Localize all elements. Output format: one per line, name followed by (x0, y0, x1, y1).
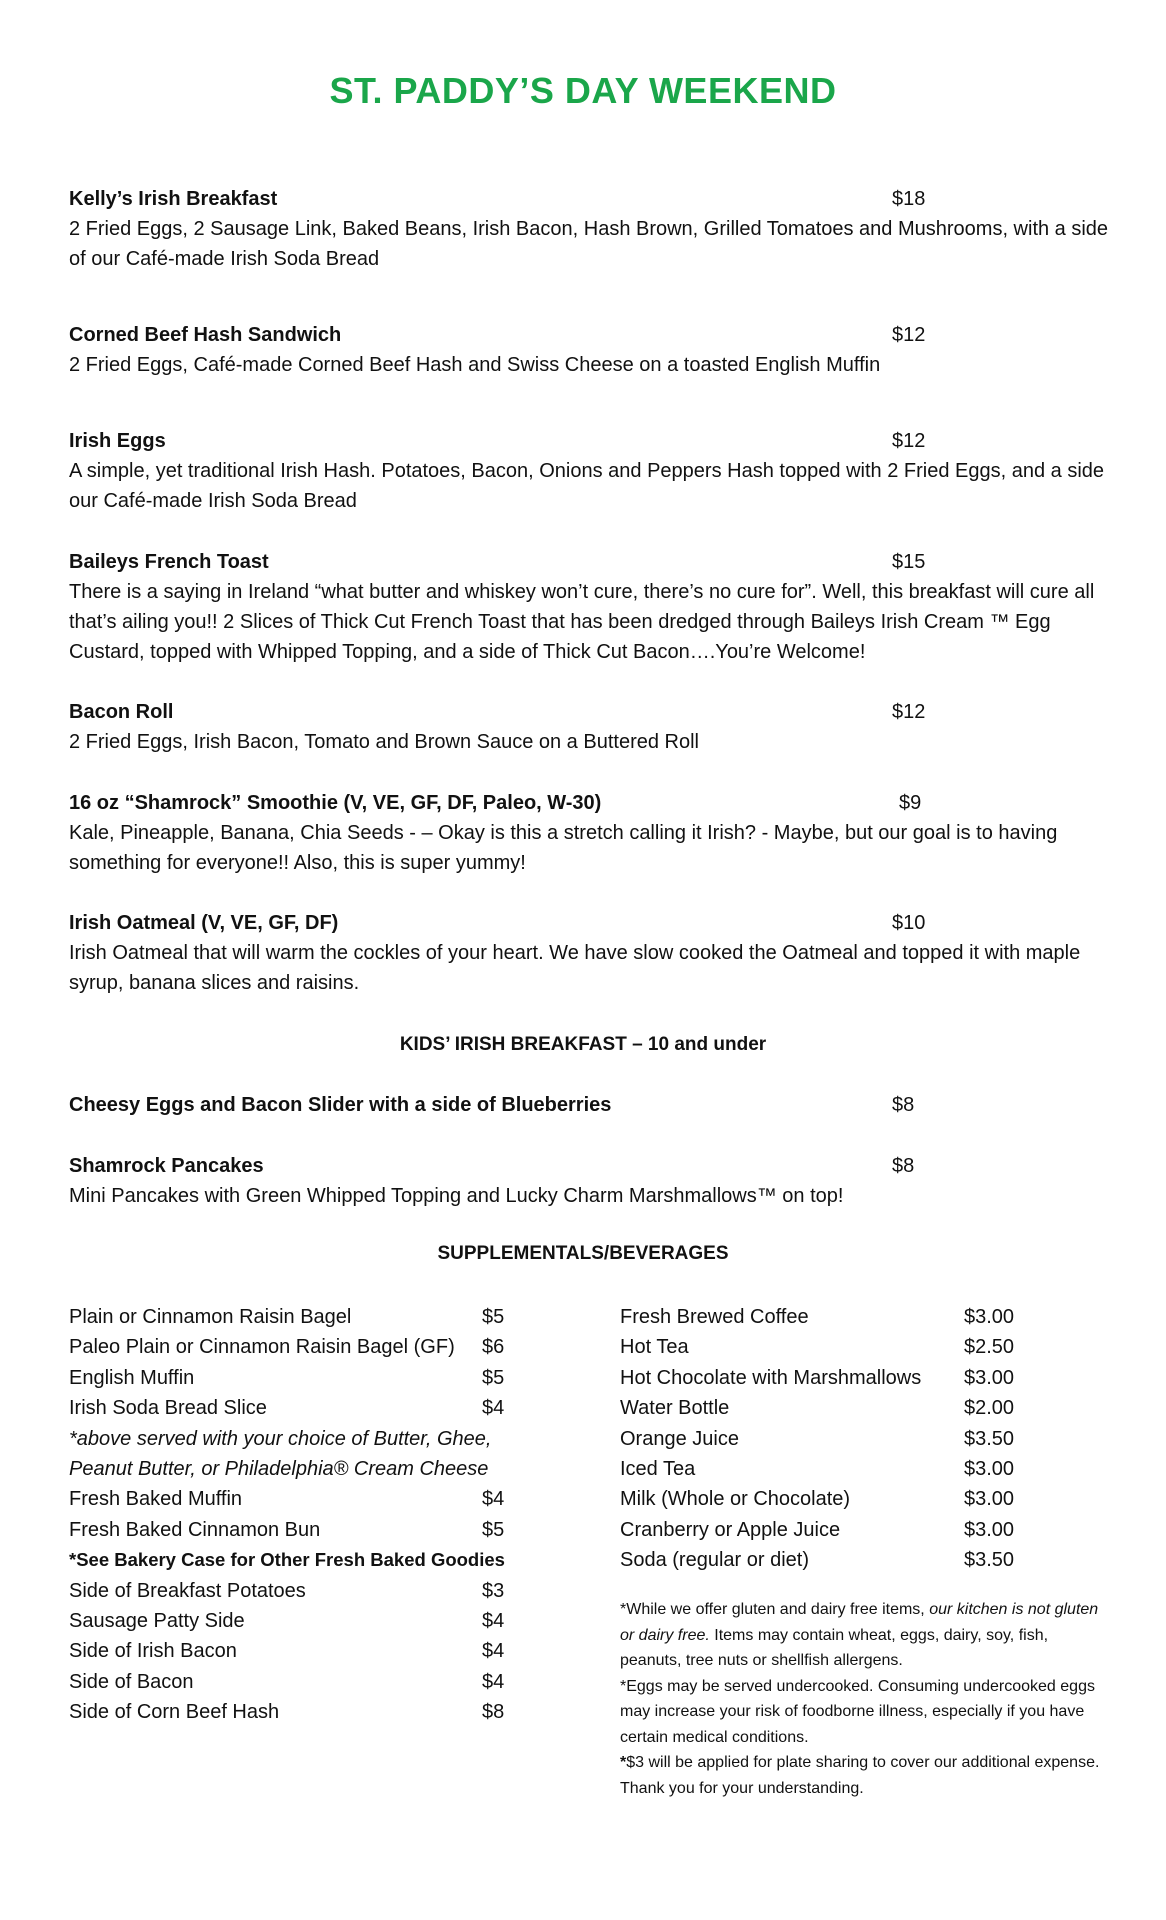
item-price: $6 (482, 1336, 505, 1359)
item-name: Cheesy Eggs and Bacon Slider with a side of Blueberries (69, 1094, 612, 1116)
item-price: $15 (892, 551, 926, 573)
list-item (69, 1484, 529, 1514)
menu-item (69, 426, 1109, 516)
list-item (69, 1332, 529, 1362)
item-price: $18 (892, 188, 926, 210)
item-label: Orange Juice (620, 1427, 739, 1450)
item-price: $8 (892, 1155, 915, 1177)
item-price: $4 (482, 1397, 505, 1420)
item-label: Soda (regular or diet) (620, 1549, 809, 1572)
item-name: Irish Eggs (69, 430, 166, 452)
item-label: Water Bottle (620, 1397, 730, 1420)
list-item (69, 1393, 529, 1423)
kids-menu-item (69, 1151, 1109, 1211)
list-item (69, 1515, 529, 1545)
item-label: Milk (Whole or Chocolate) (620, 1488, 851, 1511)
menu-item (69, 908, 1109, 998)
item-price: $5 (482, 1306, 505, 1328)
item-price: $8 (892, 1094, 915, 1116)
item-label: Side of Irish Bacon (69, 1640, 237, 1663)
item-label: Cranberry or Apple Juice (620, 1518, 841, 1541)
list-item (620, 1302, 1110, 1332)
list-item (620, 1545, 1110, 1575)
list-item (620, 1484, 1110, 1514)
item-price: $3.00 (964, 1518, 1015, 1541)
undercooked-eggs-note: *Eggs may be served undercooked. Consuming undercooked eggs may increase your risk of foodborne illness, especially if you have certain medical conditions. (620, 1677, 1095, 1746)
menu-item (69, 184, 1109, 274)
list-item (69, 1576, 529, 1606)
item-price: $2.00 (964, 1397, 1015, 1420)
list-item (69, 1363, 529, 1393)
list-item (69, 1606, 529, 1636)
item-price: $3.50 (964, 1549, 1015, 1572)
supplementals-column (69, 1302, 529, 1728)
list-item (69, 1697, 529, 1727)
list-item (620, 1424, 1110, 1454)
item-description: 2 Fried Eggs, Café-made Corned Beef Hash and Swiss Cheese on a toasted English Muffin (69, 354, 881, 376)
item-description: Kale, Pineapple, Banana, Chia Seeds - – Okay is this a stretch calling it Irish? - Maybe, but our goal is to having something for everyone!! Also, this is super yummy! (69, 822, 1058, 874)
beverages-column (620, 1302, 1110, 1576)
item-label: Side of Corn Beef Hash (69, 1701, 280, 1724)
menu-item (69, 547, 1109, 667)
item-label: Side of Breakfast Potatoes (69, 1579, 306, 1602)
item-name: Irish Oatmeal (V, VE, GF, DF) (69, 912, 339, 934)
item-name: Corned Beef Hash Sandwich (69, 324, 342, 346)
plate-sharing-note: *$3 will be applied for plate sharing to cover our additional expense. Thank you for your understanding. (620, 1754, 1100, 1797)
list-item (69, 1302, 529, 1332)
menu-item (69, 320, 1109, 380)
item-name: Bacon Roll (69, 701, 174, 723)
item-price: $12 (892, 324, 926, 346)
item-name: 16 oz “Shamrock” Smoothie (V, VE, GF, DF, Paleo, W-30) (69, 792, 602, 814)
bakery-case-note: *See Bakery Case for Other Fresh Baked Goodies (69, 1549, 505, 1571)
item-price: $8 (482, 1701, 505, 1724)
item-label: Fresh Baked Muffin (69, 1488, 243, 1511)
item-description: A simple, yet traditional Irish Hash. Potatoes, Bacon, Onions and Peppers Hash topped with 2 Fried Eggs, and a side our Café-made Irish Soda Bread (69, 460, 1105, 512)
item-price: $3.00 (964, 1366, 1015, 1389)
item-price: $12 (892, 430, 926, 452)
menu-title: ST. PADDY’S DAY WEEKEND (329, 70, 837, 111)
item-price: $3.00 (964, 1488, 1015, 1511)
item-price: $2.50 (964, 1336, 1015, 1359)
item-price: $5 (482, 1366, 505, 1389)
item-label: Plain or Cinnamon Raisin Bagel (69, 1306, 352, 1328)
item-label: Irish Soda Bread Slice (69, 1397, 267, 1420)
item-price: $4 (482, 1609, 505, 1632)
item-price: $5 (482, 1518, 505, 1541)
item-label: Side of Bacon (69, 1670, 194, 1693)
spread-choice-note: *above served with your choice of Butter, Ghee, Peanut Butter, or Philadelphia® Cream Cheese (69, 1427, 492, 1480)
item-description: Irish Oatmeal that will warm the cockles of your heart. We have slow cooked the Oatmeal and topped it with maple syrup, banana slices and raisins. (69, 942, 1081, 994)
item-price: $3 (482, 1579, 505, 1602)
supplementals-section-heading: SUPPLEMENTALS/BEVERAGES (437, 1243, 729, 1264)
item-price: $3.00 (964, 1457, 1015, 1480)
item-price: $9 (899, 792, 922, 814)
list-item (620, 1363, 1110, 1393)
kids-section-heading: KIDS’ IRISH BREAKFAST – 10 and under (399, 1034, 767, 1055)
item-price: $3.00 (964, 1306, 1015, 1328)
menu-item (69, 788, 1109, 878)
item-label: Hot Tea (620, 1336, 689, 1359)
item-description: There is a saying in Ireland “what butter and whiskey won’t cure, there’s no cure for”. Well, this breakfast will cure all that’s ailing you!! 2 Slices of Thick Cut French Toast that has been dredged through Baileys Irish Cream ™ Egg Custard, topped with Whipped Topping, and a side of Thick Cut Bacon….You’re Welcome! (69, 581, 1095, 663)
item-label: Hot Chocolate with Marshmallows (620, 1366, 922, 1389)
list-item (620, 1393, 1110, 1423)
menu-item (69, 697, 1109, 757)
item-label: Sausage Patty Side (69, 1609, 245, 1632)
allergen-note: *While we offer gluten and dairy free items, our kitchen is not gluten or dairy free. Items may contain wheat, eggs, dairy, soy, fish, peanuts, tree nuts or shellfish allergens. (620, 1601, 1099, 1669)
item-description: 2 Fried Eggs, Irish Bacon, Tomato and Brown Sauce on a Buttered Roll (69, 731, 699, 753)
item-name: Shamrock Pancakes (69, 1155, 264, 1177)
item-price: $12 (892, 701, 926, 723)
item-label: Fresh Baked Cinnamon Bun (69, 1518, 321, 1541)
item-price: $4 (482, 1670, 505, 1693)
kids-menu-item (69, 1090, 1109, 1120)
item-description: 2 Fried Eggs, 2 Sausage Link, Baked Beans, Irish Bacon, Hash Brown, Grilled Tomatoes and Mushrooms, with a side of our Café-made Irish Soda Bread (69, 218, 1109, 270)
item-description: Mini Pancakes with Green Whipped Topping and Lucky Charm Marshmallows™ on top! (69, 1185, 844, 1207)
item-label: Fresh Brewed Coffee (620, 1306, 809, 1328)
item-price: $4 (482, 1640, 505, 1663)
list-item (620, 1454, 1110, 1484)
item-price: $4 (482, 1488, 505, 1511)
item-price: $3.50 (964, 1427, 1015, 1450)
footnotes (620, 1597, 1110, 1801)
list-item (69, 1636, 529, 1666)
item-label: English Muffin (69, 1366, 195, 1389)
item-label: Paleo Plain or Cinnamon Raisin Bagel (GF) (69, 1336, 455, 1359)
item-name: Kelly’s Irish Breakfast (69, 188, 278, 210)
item-label: Iced Tea (620, 1457, 696, 1480)
list-item (69, 1667, 529, 1697)
item-price: $10 (892, 912, 926, 934)
list-item (620, 1515, 1110, 1545)
list-item (620, 1332, 1110, 1362)
item-name: Baileys French Toast (69, 551, 269, 573)
